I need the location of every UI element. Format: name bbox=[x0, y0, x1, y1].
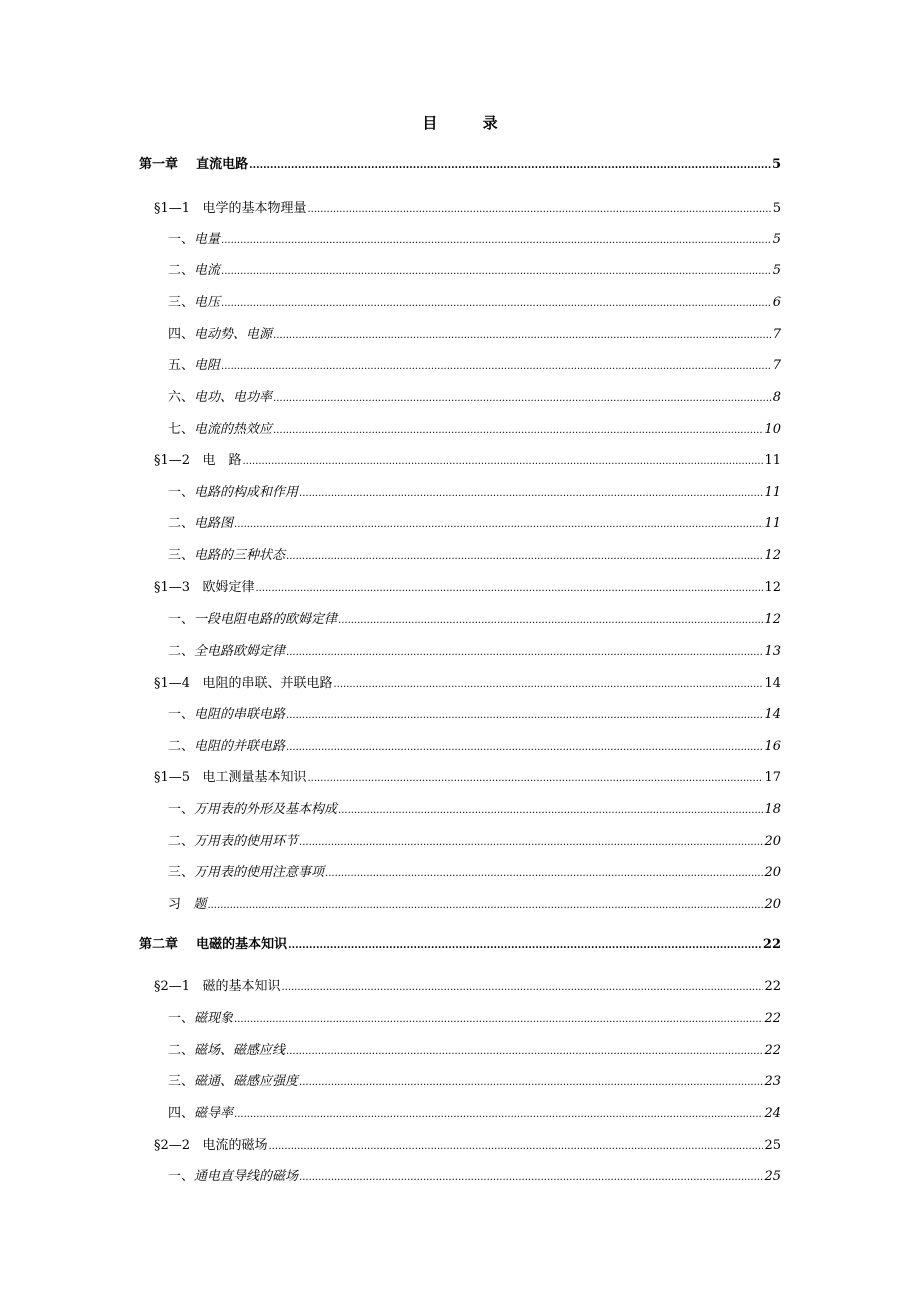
toc-entry-number: §2—1 bbox=[154, 979, 191, 994]
toc-entry-title: 万用表的外形及基本构成 bbox=[194, 802, 338, 817]
toc-entry-number: 二、 bbox=[168, 516, 195, 531]
toc-entry-number: 一、 bbox=[168, 1169, 195, 1184]
toc-entry-page: 25 bbox=[764, 1169, 781, 1184]
toc-entry-label bbox=[168, 421, 272, 439]
dot-leader bbox=[221, 232, 772, 250]
toc-entry-page: 22 bbox=[762, 937, 781, 952]
toc-entry-page: 6 bbox=[772, 295, 781, 310]
toc-entry-label bbox=[168, 547, 285, 565]
dot-leader bbox=[221, 263, 772, 281]
toc-entry-label bbox=[168, 326, 272, 344]
toc-entry-title: 电路图 bbox=[194, 516, 234, 531]
toc-entry-number: 二、 bbox=[168, 739, 195, 754]
toc-entry-page: 5 bbox=[772, 232, 781, 247]
dot-leader bbox=[299, 834, 763, 852]
toc-entry-number: §1—1 bbox=[154, 201, 191, 216]
toc-entry-page: 18 bbox=[764, 802, 781, 817]
toc-entry-page: 14 bbox=[764, 676, 781, 691]
toc-entry-item[interactable] bbox=[168, 833, 781, 851]
toc-entry-title: 欧姆定律 bbox=[202, 580, 255, 595]
dot-leader bbox=[207, 897, 763, 915]
toc-entry-item[interactable] bbox=[168, 864, 781, 882]
toc-entry-number: 二、 bbox=[168, 834, 195, 849]
toc-entry-item[interactable] bbox=[168, 231, 781, 249]
dot-leader bbox=[338, 612, 763, 630]
toc-entry-item[interactable] bbox=[168, 1073, 781, 1091]
toc-entry-title: 电 路 bbox=[202, 453, 242, 468]
dot-leader bbox=[234, 1011, 763, 1029]
dot-leader bbox=[325, 865, 763, 883]
toc-entry-page: 17 bbox=[764, 770, 781, 785]
toc-entry-page: 20 bbox=[764, 834, 781, 849]
toc-entry-number: 三、 bbox=[168, 865, 195, 880]
toc-entry-number: §1—3 bbox=[154, 580, 191, 595]
toc-entry-title: 磁的基本知识 bbox=[202, 979, 281, 994]
toc-entry-label bbox=[168, 515, 233, 533]
toc-entry-label bbox=[154, 452, 241, 470]
toc-entry-title: 直流电路 bbox=[196, 157, 249, 172]
toc-entry-label bbox=[168, 1010, 233, 1028]
toc-entry-label bbox=[168, 1168, 298, 1186]
toc-entry-item[interactable] bbox=[168, 643, 781, 661]
dot-leader bbox=[234, 1106, 763, 1124]
toc-entry-number: 三、 bbox=[168, 295, 195, 310]
toc-entry-item[interactable] bbox=[168, 1105, 781, 1123]
toc-entry-item[interactable] bbox=[168, 706, 781, 724]
toc-entry-title: 电动势、电源 bbox=[194, 327, 273, 342]
toc-entry-title: 电路的构成和作用 bbox=[194, 485, 299, 500]
toc-entry-label bbox=[168, 484, 298, 502]
toc-entry-section[interactable] bbox=[154, 452, 781, 470]
dot-leader bbox=[221, 358, 772, 376]
toc-entry-title: 电量 bbox=[194, 232, 221, 247]
toc-entry-title: 全电路欧姆定律 bbox=[194, 644, 286, 659]
toc-entry-item[interactable] bbox=[168, 738, 781, 756]
toc-entry-item[interactable] bbox=[168, 1168, 781, 1186]
toc-entry-number: 一、 bbox=[168, 707, 195, 722]
toc-entry-label bbox=[168, 706, 285, 724]
dot-leader bbox=[299, 1169, 763, 1187]
toc-entry-number: 四、 bbox=[168, 1106, 195, 1121]
toc-entry-label bbox=[154, 579, 254, 597]
toc-entry-item[interactable] bbox=[168, 262, 781, 280]
dot-leader bbox=[299, 1074, 763, 1092]
toc-entry-label bbox=[168, 294, 220, 312]
toc-entry-number: 五、 bbox=[168, 358, 195, 373]
toc-entry-item[interactable] bbox=[168, 896, 781, 914]
toc-entry-label bbox=[168, 1105, 233, 1123]
dot-leader bbox=[286, 707, 763, 725]
toc-entry-number: 一、 bbox=[168, 1011, 195, 1026]
toc-entry-page: 7 bbox=[772, 358, 781, 373]
toc-entry-item[interactable] bbox=[168, 547, 781, 565]
toc-entry-number: §1—4 bbox=[154, 676, 191, 691]
dot-leader bbox=[286, 548, 763, 566]
toc-entry-title: 题 bbox=[193, 897, 207, 912]
toc-entry-title: 万用表的使用注意事项 bbox=[194, 865, 325, 880]
toc-entry-item[interactable] bbox=[168, 484, 781, 502]
toc-entry-label bbox=[168, 611, 337, 629]
toc-entry-number: 三、 bbox=[168, 1074, 195, 1089]
toc-entry-title: 电学的基本物理量 bbox=[202, 201, 307, 216]
toc-entry-page: 12 bbox=[764, 548, 781, 563]
toc-entry-label bbox=[168, 738, 285, 756]
toc-entry-item[interactable] bbox=[168, 389, 781, 407]
toc-entry-section[interactable] bbox=[154, 200, 781, 218]
dot-leader bbox=[221, 295, 772, 313]
toc-entry-section[interactable] bbox=[154, 675, 781, 693]
toc-entry-item[interactable] bbox=[168, 421, 781, 439]
toc-entry-title: 磁导率 bbox=[194, 1106, 234, 1121]
toc-entry-title: 电阻的串联、并联电路 bbox=[202, 676, 333, 691]
toc-entry-title: 万用表的使用环节 bbox=[194, 834, 299, 849]
toc-entry-title: 电阻 bbox=[194, 358, 221, 373]
toc-entry-page: 11 bbox=[764, 485, 781, 500]
toc-entry-page: 12 bbox=[764, 612, 781, 627]
toc-entry-page: 5 bbox=[772, 263, 781, 278]
toc-entry-item[interactable] bbox=[168, 515, 781, 533]
toc-entry-number: 二、 bbox=[168, 644, 195, 659]
toc-entry-page: 22 bbox=[764, 979, 781, 994]
toc-entry-item[interactable] bbox=[168, 1010, 781, 1028]
toc-entry-label bbox=[168, 357, 220, 375]
toc-entry-label bbox=[154, 769, 306, 787]
dot-leader bbox=[249, 157, 771, 175]
toc-entry-label bbox=[154, 978, 280, 996]
toc-entry-title: 电流 bbox=[194, 263, 221, 278]
toc-entry-item[interactable] bbox=[168, 611, 781, 629]
toc-entry-label bbox=[139, 156, 248, 174]
toc-entry-number: 一、 bbox=[168, 485, 195, 500]
toc-entry-section[interactable] bbox=[154, 978, 781, 996]
toc-entry-page: 16 bbox=[764, 739, 781, 754]
toc-entry-page: 14 bbox=[764, 707, 781, 722]
toc-entry-label bbox=[168, 833, 298, 851]
toc-entry-number: 四、 bbox=[168, 327, 195, 342]
toc-entry-title: 电路的三种状态 bbox=[194, 548, 286, 563]
dot-leader bbox=[255, 580, 763, 598]
dot-leader bbox=[333, 676, 763, 694]
toc-entry-page: 22 bbox=[764, 1043, 781, 1058]
toc-entry-title: 电工测量基本知识 bbox=[202, 770, 307, 785]
toc-entry-label bbox=[168, 262, 220, 280]
toc-entry-chapter[interactable] bbox=[139, 936, 781, 954]
toc-entry-title: 电功、电功率 bbox=[194, 390, 273, 405]
toc-entry-title: 通电直导线的磁场 bbox=[194, 1169, 299, 1184]
toc-entry-page: 11 bbox=[764, 516, 781, 531]
toc-entry-page: 13 bbox=[764, 644, 781, 659]
toc-entry-number: 三、 bbox=[168, 548, 195, 563]
toc-entry-number: 第二章 bbox=[139, 937, 179, 952]
toc-entry-page: 22 bbox=[764, 1011, 781, 1026]
toc-entry-item[interactable] bbox=[168, 326, 781, 344]
toc-entry-section[interactable] bbox=[154, 769, 781, 787]
toc-entry-label bbox=[139, 936, 287, 954]
toc-entry-page: 8 bbox=[772, 390, 781, 405]
toc-entry-title: 电压 bbox=[194, 295, 221, 310]
toc-entry-number: 第一章 bbox=[139, 157, 179, 172]
toc-entry-page: 24 bbox=[764, 1106, 781, 1121]
toc-entry-title: 电磁的基本知识 bbox=[196, 937, 288, 952]
toc-entry-title: 磁场、磁感应线 bbox=[194, 1043, 286, 1058]
toc-entry-label bbox=[168, 896, 206, 914]
toc-entry-label bbox=[168, 1073, 298, 1091]
toc-entry-page: 10 bbox=[764, 422, 781, 437]
dot-leader bbox=[299, 485, 763, 503]
toc-entry-title: 电流的磁场 bbox=[202, 1138, 268, 1153]
toc-entry-number: 一、 bbox=[168, 802, 195, 817]
toc-entry-title: 磁现象 bbox=[194, 1011, 234, 1026]
toc-entry-section[interactable] bbox=[154, 579, 781, 597]
dot-leader bbox=[288, 937, 762, 955]
dot-leader bbox=[281, 979, 763, 997]
toc-entry-label bbox=[168, 389, 272, 407]
toc-entry-title: 磁通、磁感应强度 bbox=[194, 1074, 299, 1089]
toc-entry-label bbox=[154, 200, 306, 218]
dot-leader bbox=[307, 201, 771, 219]
toc-entry-label bbox=[168, 1042, 285, 1060]
toc-entry-label bbox=[168, 231, 220, 249]
toc-entry-page: 7 bbox=[772, 327, 781, 342]
dot-leader bbox=[286, 739, 763, 757]
toc-entry-item[interactable] bbox=[168, 1042, 781, 1060]
dot-leader bbox=[338, 802, 763, 820]
toc-entry-page: 5 bbox=[772, 201, 781, 216]
toc-entry-label bbox=[168, 801, 337, 819]
toc-entry-label bbox=[168, 643, 285, 661]
dot-leader bbox=[273, 390, 772, 408]
toc-title: 目 录 bbox=[422, 114, 518, 132]
toc-entry-number: 二、 bbox=[168, 1043, 195, 1058]
toc-entry-label bbox=[154, 675, 332, 693]
toc-entry-page: 12 bbox=[764, 580, 781, 595]
toc-entry-page: 23 bbox=[764, 1074, 781, 1089]
toc-entry-label bbox=[154, 1137, 267, 1155]
toc-entry-number: 习 bbox=[168, 897, 182, 912]
toc-entry-number: §1—2 bbox=[154, 453, 191, 468]
toc-entry-chapter[interactable] bbox=[139, 156, 781, 174]
toc-entry-page: 11 bbox=[764, 453, 781, 468]
toc-entry-number: 一、 bbox=[168, 612, 195, 627]
toc-entry-page: 25 bbox=[764, 1138, 781, 1153]
toc-entry-item[interactable] bbox=[168, 801, 781, 819]
toc-entry-title: 电流的热效应 bbox=[194, 422, 273, 437]
toc-entry-page: 5 bbox=[771, 157, 781, 172]
toc-entry-title: 一段电阻电路的欧姆定律 bbox=[194, 612, 338, 627]
dot-leader bbox=[307, 770, 763, 788]
dot-leader bbox=[286, 1043, 763, 1061]
dot-leader bbox=[268, 1138, 763, 1156]
toc-entry-number: §1—5 bbox=[154, 770, 191, 785]
dot-leader bbox=[242, 453, 763, 471]
toc-entry-number: 六、 bbox=[168, 390, 195, 405]
dot-leader bbox=[286, 644, 763, 662]
toc-entry-number: 二、 bbox=[168, 263, 195, 278]
toc-entry-item[interactable] bbox=[168, 294, 781, 312]
toc-entry-item[interactable] bbox=[168, 357, 781, 375]
toc-entry-title: 电阻的并联电路 bbox=[194, 739, 286, 754]
toc-entry-section[interactable] bbox=[154, 1137, 781, 1155]
toc-entry-number: 一、 bbox=[168, 232, 195, 247]
dot-leader bbox=[273, 327, 772, 345]
toc-entry-title: 电阻的串联电路 bbox=[194, 707, 286, 722]
toc-entry-page: 20 bbox=[764, 865, 781, 880]
dot-leader bbox=[234, 516, 763, 534]
dot-leader bbox=[273, 422, 763, 440]
toc-entry-page: 20 bbox=[764, 897, 781, 912]
toc-entry-number: §2—2 bbox=[154, 1138, 191, 1153]
toc-entry-label bbox=[168, 864, 324, 882]
toc-entry-number: 七、 bbox=[168, 422, 195, 437]
